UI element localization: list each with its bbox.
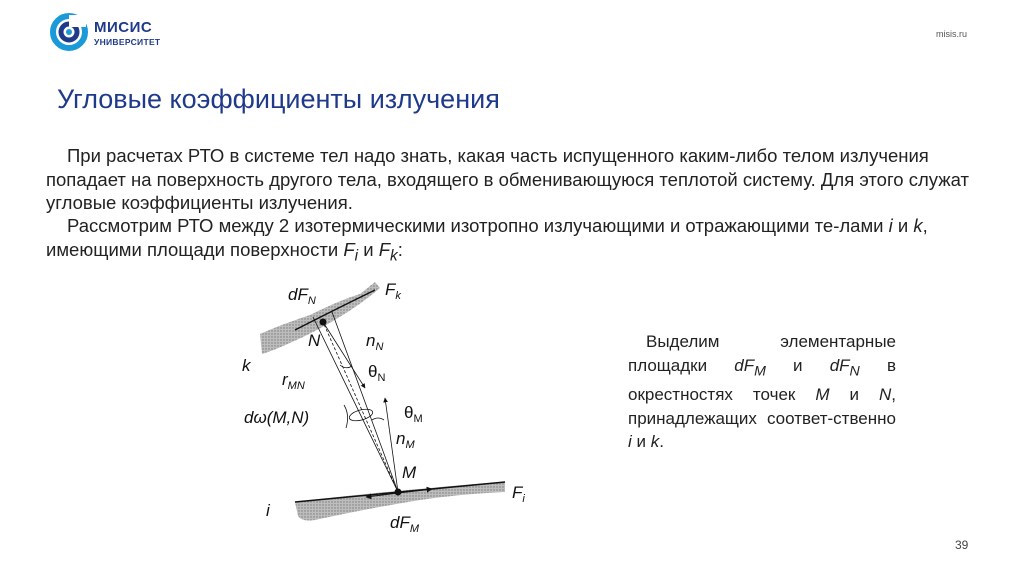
paragraph-intro: При расчетах РТО в системе тел надо знать, какая часть испущенного каким-либо телом излучения попадает на поверхность другого тела, входящего в обменивающуюся теплотой систему. Для этого служат угловые коэффициенты излучения. (46, 145, 969, 213)
label-rmn: $r_{MN}$ (282, 370, 305, 392)
label-theta-n: $\theta_N$ (368, 362, 386, 384)
theta-m-arc (372, 418, 384, 420)
label-fi: $F_i$ (512, 483, 525, 505)
label-i: i (266, 501, 270, 520)
ray-left (313, 317, 398, 492)
page-number: 39 (955, 538, 969, 552)
logo-name: МИСИС (94, 19, 153, 36)
label-nn: $n_N$ (366, 331, 384, 353)
label-nm: $n_M$ (396, 429, 415, 451)
label-k: k (242, 356, 251, 375)
ray-right (332, 312, 398, 492)
label-dfm: $dF_M$ (390, 513, 420, 535)
point-n (320, 319, 327, 326)
logo-subtitle: УНИВЕРСИТЕТ (94, 37, 161, 47)
paragraph-consider: Рассмотрим РТО между 2 изотермическими изотропно излучающими и отражающими те-лами i и k, имеющими площади поверхности $F_i$ и $F_k$: (46, 215, 928, 265)
label-fk: $F_k$ (385, 280, 401, 302)
site-link[interactable]: misis.ru (936, 29, 967, 39)
domega-arc (344, 405, 348, 428)
ray-center (323, 322, 398, 492)
label-dfn: $dF_N$ (288, 285, 316, 307)
misis-logo-icon (50, 13, 88, 51)
label-domega: dω(M,N) (244, 408, 310, 427)
point-m (395, 489, 402, 496)
paragraph-side: Выделим элементарные площадки $dF_M$ и $dF_N$ в окрестностях точек M и N, принадлежащих соответ-ственно i и k. (628, 332, 896, 452)
university-logo[interactable] (50, 13, 220, 53)
slide-title: Угловые коэффициенты излучения (57, 84, 500, 114)
label-n: N (308, 331, 321, 350)
label-theta-m: $\theta_M$ (404, 403, 423, 425)
label-m: M (402, 463, 417, 482)
normal-n (323, 322, 365, 388)
radiation-geometry-diagram (220, 270, 550, 550)
